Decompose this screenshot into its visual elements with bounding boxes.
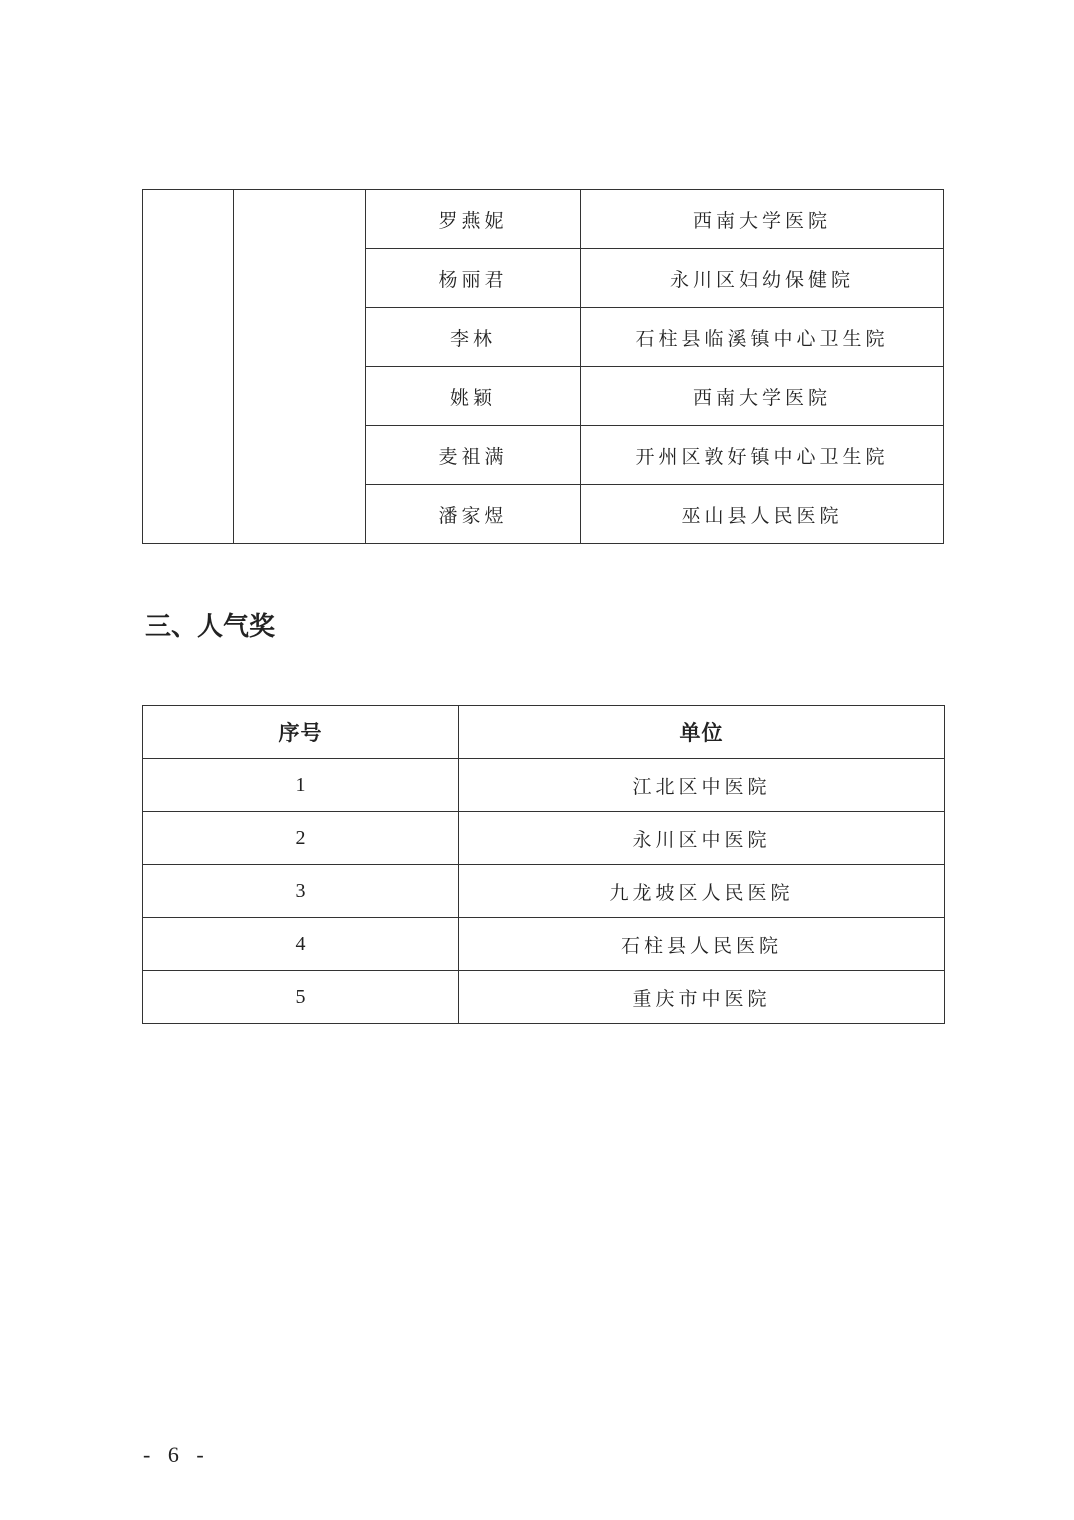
unit-cell: 石柱县临溪镇中心卫生院 — [581, 308, 944, 367]
unit-cell: 西南大学医院 — [581, 190, 944, 249]
header-unit: 单位 — [459, 706, 945, 759]
unit-cell: 开州区敦好镇中心卫生院 — [581, 426, 944, 485]
table-row — [143, 759, 945, 812]
table-row — [143, 865, 945, 918]
award-cell — [234, 190, 366, 544]
name-cell: 李林 — [366, 308, 581, 367]
header-index: 序号 — [143, 706, 459, 759]
name-cell: 麦祖满 — [366, 426, 581, 485]
index-cell: 2 — [143, 812, 459, 865]
category-cell — [143, 190, 234, 544]
unit-cell: 九龙坡区人民医院 — [459, 865, 945, 918]
unit-cell: 西南大学医院 — [581, 367, 944, 426]
name-cell: 杨丽君 — [366, 249, 581, 308]
unit-cell: 永川区妇幼保健院 — [581, 249, 944, 308]
table-row — [143, 971, 945, 1024]
table-header-row — [143, 706, 945, 759]
unit-cell: 重庆市中医院 — [459, 971, 945, 1024]
name-cell: 姚颖 — [366, 367, 581, 426]
table-row — [143, 918, 945, 971]
section-heading: 三、人气奖 — [145, 612, 276, 642]
page-number: - 6 - — [143, 1442, 210, 1467]
name-cell: 潘家煜 — [366, 485, 581, 544]
table-row — [143, 812, 945, 865]
name-cell: 罗燕妮 — [366, 190, 581, 249]
unit-cell: 巫山县人民医院 — [581, 485, 944, 544]
award-continuation-table — [142, 189, 944, 544]
index-cell: 3 — [143, 865, 459, 918]
popularity-award-table — [142, 705, 945, 1024]
index-cell: 5 — [143, 971, 459, 1024]
unit-cell: 江北区中医院 — [459, 759, 945, 812]
index-cell: 4 — [143, 918, 459, 971]
unit-cell: 永川区中医院 — [459, 812, 945, 865]
index-cell: 1 — [143, 759, 459, 812]
table-row — [143, 190, 944, 249]
unit-cell: 石柱县人民医院 — [459, 918, 945, 971]
